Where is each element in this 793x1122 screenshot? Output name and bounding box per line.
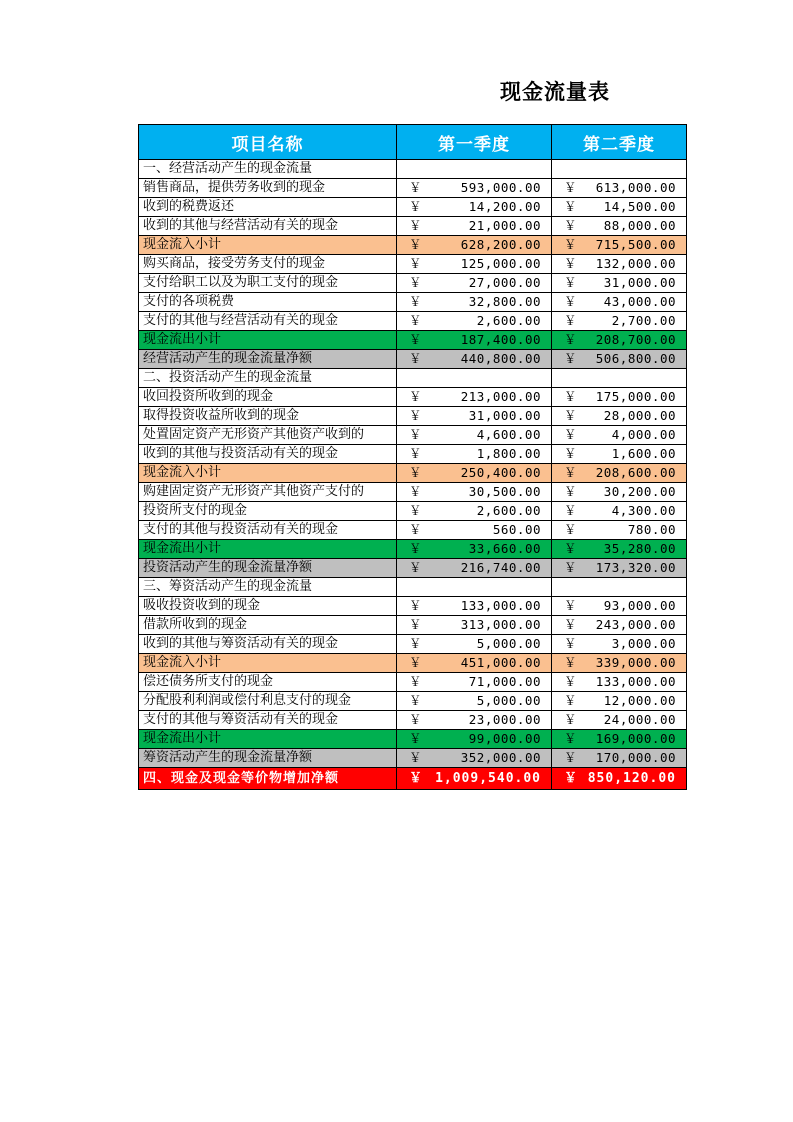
row-label[interactable]: 处置固定资产无形资产其他资产收到的	[139, 426, 397, 445]
cell-q1[interactable]	[397, 730, 552, 749]
cell-q2[interactable]	[552, 160, 687, 179]
currency-symbol: ￥	[409, 617, 423, 632]
amount-value: 28,000.00	[603, 408, 676, 423]
amount-value: 560.00	[492, 522, 541, 537]
amount-value: 30,200.00	[603, 484, 676, 499]
table-row-item	[139, 426, 687, 445]
amount-value: 27,000.00	[468, 275, 541, 290]
amount-value: 31,000.00	[468, 408, 541, 423]
cell-q2[interactable]	[552, 293, 687, 312]
cell-q1[interactable]	[397, 540, 552, 559]
currency-symbol: ￥	[564, 674, 578, 689]
cell-q2[interactable]	[552, 331, 687, 350]
cell-q2[interactable]	[552, 369, 687, 388]
row-label[interactable]: 收到的其他与投资活动有关的现金	[139, 445, 397, 464]
table-row-item	[139, 502, 687, 521]
amount-value: 175,000.00	[595, 389, 676, 404]
amount-value: 4,000.00	[611, 427, 676, 442]
amount-value: 14,200.00	[468, 199, 541, 214]
cell-q1[interactable]	[397, 616, 552, 635]
cell-q2[interactable]	[552, 616, 687, 635]
table-row-item	[139, 711, 687, 730]
cell-q1[interactable]	[397, 274, 552, 293]
amount-value: 593,000.00	[460, 180, 541, 195]
currency-symbol: ￥	[564, 427, 578, 442]
amount-value: 3,000.00	[611, 636, 676, 651]
row-label[interactable]: 支付的其他与投资活动有关的现金	[139, 521, 397, 540]
row-label[interactable]: 现金流入小计	[139, 464, 397, 483]
table-row-item	[139, 445, 687, 464]
currency-symbol: ￥	[409, 332, 423, 347]
amount-value: 35,280.00	[603, 541, 676, 556]
amount-value: 2,600.00	[476, 503, 541, 518]
amount-value: 133,000.00	[460, 598, 541, 613]
amount-value: 5,000.00	[476, 693, 541, 708]
cell-q2[interactable]	[552, 445, 687, 464]
cell-q1[interactable]	[397, 331, 552, 350]
amount-value: 173,320.00	[595, 560, 676, 575]
currency-symbol: ￥	[564, 313, 578, 328]
row-label[interactable]: 收到的其他与筹资活动有关的现金	[139, 635, 397, 654]
row-label[interactable]: 取得投资收益所收到的现金	[139, 407, 397, 426]
header-row	[139, 125, 687, 160]
row-label[interactable]: 经营活动产生的现金流量净额	[139, 350, 397, 369]
table-row-outflow	[139, 331, 687, 350]
amount-value: 440,800.00	[460, 351, 541, 366]
currency-symbol: ￥	[409, 522, 423, 537]
currency-symbol: ￥	[564, 446, 578, 461]
cell-q1[interactable]	[397, 768, 552, 790]
currency-symbol: ￥	[409, 636, 423, 651]
amount-value: 243,000.00	[595, 617, 676, 632]
row-label[interactable]: 现金流入小计	[139, 654, 397, 673]
currency-symbol: ￥	[564, 693, 578, 708]
currency-symbol: ￥	[564, 503, 578, 518]
currency-symbol: ￥	[409, 446, 423, 461]
amount-value: 169,000.00	[595, 731, 676, 746]
currency-symbol: ￥	[409, 655, 423, 670]
cell-q1[interactable]	[397, 692, 552, 711]
row-label[interactable]: 现金流出小计	[139, 331, 397, 350]
cell-q1[interactable]	[397, 426, 552, 445]
cell-q2[interactable]	[552, 312, 687, 331]
cell-q2[interactable]	[552, 730, 687, 749]
currency-symbol: ￥	[409, 712, 423, 727]
amount-value: 32,800.00	[468, 294, 541, 309]
amount-value: 1,800.00	[476, 446, 541, 461]
currency-symbol: ￥	[564, 218, 578, 233]
row-label[interactable]: 吸收投资收到的现金	[139, 597, 397, 616]
currency-symbol: ￥	[564, 199, 578, 214]
currency-symbol: ￥	[409, 598, 423, 613]
row-label[interactable]: 投资活动产生的现金流量净额	[139, 559, 397, 578]
row-label[interactable]: 偿还债务所支付的现金	[139, 673, 397, 692]
currency-symbol: ￥	[564, 712, 578, 727]
amount-value: 14,500.00	[603, 199, 676, 214]
cell-q1[interactable]	[397, 369, 552, 388]
cell-q2[interactable]	[552, 597, 687, 616]
currency-symbol: ￥	[564, 465, 578, 480]
currency-symbol: ￥	[564, 275, 578, 290]
row-label[interactable]: 支付的其他与经营活动有关的现金	[139, 312, 397, 331]
amount-value: 208,700.00	[595, 332, 676, 347]
cell-q1[interactable]	[397, 293, 552, 312]
cell-q1[interactable]	[397, 502, 552, 521]
amount-value: 715,500.00	[595, 237, 676, 252]
currency-symbol: ￥	[564, 237, 578, 252]
row-label[interactable]: 销售商品，提供劳务收到的现金	[139, 179, 397, 198]
cell-q1[interactable]	[397, 578, 552, 597]
cell-q1[interactable]	[397, 749, 552, 768]
amount-value: 31,000.00	[603, 275, 676, 290]
amount-value: 5,000.00	[476, 636, 541, 651]
currency-symbol: ￥	[564, 389, 578, 404]
cell-q1[interactable]	[397, 673, 552, 692]
amount-value: 250,400.00	[460, 465, 541, 480]
row-label[interactable]: 购建固定资产无形资产其他资产支付的	[139, 483, 397, 502]
table-row-net	[139, 749, 687, 768]
row-label[interactable]: 现金流出小计	[139, 730, 397, 749]
cell-q1[interactable]	[397, 350, 552, 369]
amount-value: 33,660.00	[468, 541, 541, 556]
amount-value: 613,000.00	[595, 180, 676, 195]
amount-value: 352,000.00	[460, 750, 541, 765]
currency-symbol: ￥	[564, 750, 578, 765]
table-row-item	[139, 597, 687, 616]
row-label[interactable]: 收回投资所收到的现金	[139, 388, 397, 407]
row-label[interactable]: 支付的其他与筹资活动有关的现金	[139, 711, 397, 730]
amount-value: 451,000.00	[460, 655, 541, 670]
amount-value: 2,700.00	[611, 313, 676, 328]
currency-symbol: ￥	[409, 351, 423, 366]
row-label[interactable]: 支付给职工以及为职工支付的现金	[139, 274, 397, 293]
currency-symbol: ￥	[409, 427, 423, 442]
currency-symbol: ￥	[409, 750, 423, 765]
cell-q2[interactable]	[552, 217, 687, 236]
cell-q1[interactable]	[397, 388, 552, 407]
table-row-item	[139, 407, 687, 426]
currency-symbol: ￥	[564, 256, 578, 271]
currency-symbol: ￥	[409, 541, 423, 556]
currency-symbol: ￥	[409, 313, 423, 328]
row-label[interactable]: 三、筹资活动产生的现金流量	[139, 578, 397, 597]
amount-value: 187,400.00	[460, 332, 541, 347]
cell-q1[interactable]	[397, 483, 552, 502]
currency-symbol: ￥	[409, 693, 423, 708]
cell-q2[interactable]	[552, 502, 687, 521]
header-item-name: 项目名称	[139, 125, 397, 160]
table-row-item	[139, 293, 687, 312]
amount-value: 1,009,540.00	[435, 771, 541, 786]
amount-value: 30,500.00	[468, 484, 541, 499]
cell-q2[interactable]	[552, 198, 687, 217]
table-row-outflow	[139, 540, 687, 559]
table-row-item	[139, 673, 687, 692]
cell-q1[interactable]	[397, 179, 552, 198]
amount-value: 21,000.00	[468, 218, 541, 233]
currency-symbol: ￥	[564, 294, 578, 309]
cell-q2[interactable]	[552, 521, 687, 540]
cell-q2[interactable]	[552, 255, 687, 274]
currency-symbol: ￥	[409, 503, 423, 518]
cell-q2[interactable]	[552, 464, 687, 483]
amount-value: 339,000.00	[595, 655, 676, 670]
cell-q1[interactable]	[397, 160, 552, 179]
row-label[interactable]: 购买商品，接受劳务支付的现金	[139, 255, 397, 274]
amount-value: 213,000.00	[460, 389, 541, 404]
amount-value: 4,600.00	[476, 427, 541, 442]
currency-symbol: ￥	[564, 617, 578, 632]
header-q2: 第二季度	[552, 125, 687, 160]
currency-symbol: ￥	[409, 237, 423, 252]
amount-value: 12,000.00	[603, 693, 676, 708]
table-row-section	[139, 160, 687, 179]
amount-value: 780.00	[627, 522, 676, 537]
cell-q1[interactable]	[397, 597, 552, 616]
cell-q2[interactable]	[552, 407, 687, 426]
cell-q1[interactable]	[397, 711, 552, 730]
table-row-item	[139, 217, 687, 236]
table-row-outflow	[139, 730, 687, 749]
amount-value: 628,200.00	[460, 237, 541, 252]
cell-q1[interactable]	[397, 654, 552, 673]
cell-q1[interactable]	[397, 236, 552, 255]
cell-q2[interactable]	[552, 559, 687, 578]
cell-q1[interactable]	[397, 521, 552, 540]
amount-value: 24,000.00	[603, 712, 676, 727]
table-row-item	[139, 388, 687, 407]
currency-symbol: ￥	[409, 731, 423, 746]
amount-value: 506,800.00	[595, 351, 676, 366]
row-label[interactable]: 分配股利利润或偿付利息支付的现金	[139, 692, 397, 711]
currency-symbol: ￥	[409, 199, 423, 214]
cell-q2[interactable]	[552, 540, 687, 559]
currency-symbol: ￥	[564, 180, 578, 195]
amount-value: 850,120.00	[587, 771, 676, 786]
currency-symbol: ￥	[409, 275, 423, 290]
cell-q1[interactable]	[397, 445, 552, 464]
amount-value: 43,000.00	[603, 294, 676, 309]
table-row-item	[139, 198, 687, 217]
amount-value: 23,000.00	[468, 712, 541, 727]
table-row-net	[139, 350, 687, 369]
cell-q2[interactable]	[552, 673, 687, 692]
currency-symbol: ￥	[564, 771, 579, 786]
cell-q2[interactable]	[552, 749, 687, 768]
cell-q1[interactable]	[397, 407, 552, 426]
cell-q1[interactable]	[397, 464, 552, 483]
currency-symbol: ￥	[564, 522, 578, 537]
table-row-item	[139, 255, 687, 274]
currency-symbol: ￥	[409, 218, 423, 233]
cell-q1[interactable]	[397, 198, 552, 217]
amount-value: 170,000.00	[595, 750, 676, 765]
cell-q2[interactable]	[552, 635, 687, 654]
amount-value: 4,300.00	[611, 503, 676, 518]
currency-symbol: ￥	[409, 484, 423, 499]
row-label[interactable]: 现金流入小计	[139, 236, 397, 255]
amount-value: 133,000.00	[595, 674, 676, 689]
table-row-item	[139, 616, 687, 635]
cell-q1[interactable]	[397, 312, 552, 331]
cell-q1[interactable]	[397, 559, 552, 578]
cell-q2[interactable]	[552, 692, 687, 711]
cell-q1[interactable]	[397, 255, 552, 274]
currency-symbol: ￥	[564, 541, 578, 556]
table-row-item	[139, 179, 687, 198]
cell-q2[interactable]	[552, 654, 687, 673]
cell-q1[interactable]	[397, 217, 552, 236]
table-row-item	[139, 635, 687, 654]
amount-value: 93,000.00	[603, 598, 676, 613]
currency-symbol: ￥	[564, 332, 578, 347]
currency-symbol: ￥	[564, 351, 578, 366]
amount-value: 132,000.00	[595, 256, 676, 271]
row-label[interactable]: 现金流出小计	[139, 540, 397, 559]
cell-q2[interactable]	[552, 350, 687, 369]
table-row-total	[139, 768, 687, 790]
sheet-title: 现金流量表	[500, 80, 610, 104]
table-row-inflow	[139, 236, 687, 255]
row-label[interactable]: 一、经营活动产生的现金流量	[139, 160, 397, 179]
table-row-inflow	[139, 464, 687, 483]
currency-symbol: ￥	[564, 560, 578, 575]
currency-symbol: ￥	[564, 598, 578, 613]
row-label[interactable]: 二、投资活动产生的现金流量	[139, 369, 397, 388]
currency-symbol: ￥	[409, 294, 423, 309]
currency-symbol: ￥	[564, 408, 578, 423]
table-row-item	[139, 692, 687, 711]
row-label[interactable]: 收到的税费返还	[139, 198, 397, 217]
currency-symbol: ￥	[564, 484, 578, 499]
table-row-item	[139, 312, 687, 331]
currency-symbol: ￥	[409, 256, 423, 271]
currency-symbol: ￥	[409, 180, 423, 195]
currency-symbol: ￥	[564, 731, 578, 746]
currency-symbol: ￥	[409, 389, 423, 404]
row-label[interactable]: 收到的其他与经营活动有关的现金	[139, 217, 397, 236]
table-row-item	[139, 483, 687, 502]
cell-q2[interactable]	[552, 483, 687, 502]
header-q1: 第一季度	[397, 125, 552, 160]
currency-symbol: ￥	[409, 560, 423, 575]
amount-value: 71,000.00	[468, 674, 541, 689]
amount-value: 88,000.00	[603, 218, 676, 233]
currency-symbol: ￥	[409, 408, 423, 423]
currency-symbol: ￥	[564, 655, 578, 670]
table-row-item	[139, 274, 687, 293]
row-label[interactable]: 投资所支付的现金	[139, 502, 397, 521]
table-row-section	[139, 578, 687, 597]
row-label[interactable]: 借款所收到的现金	[139, 616, 397, 635]
amount-value: 216,740.00	[460, 560, 541, 575]
amount-value: 125,000.00	[460, 256, 541, 271]
cell-q2[interactable]	[552, 578, 687, 597]
currency-symbol: ￥	[409, 674, 423, 689]
amount-value: 2,600.00	[476, 313, 541, 328]
amount-value: 208,600.00	[595, 465, 676, 480]
cell-q1[interactable]	[397, 635, 552, 654]
cell-q2[interactable]	[552, 274, 687, 293]
cell-q2[interactable]	[552, 179, 687, 198]
currency-symbol: ￥	[409, 465, 423, 480]
amount-value: 99,000.00	[468, 731, 541, 746]
table-row-net	[139, 559, 687, 578]
cell-q2[interactable]	[552, 388, 687, 407]
cash-flow-table	[138, 124, 687, 790]
amount-value: 1,600.00	[611, 446, 676, 461]
row-label[interactable]: 支付的各项税费	[139, 293, 397, 312]
currency-symbol: ￥	[564, 636, 578, 651]
cell-q2[interactable]	[552, 426, 687, 445]
cell-q2[interactable]	[552, 768, 687, 790]
table-row-item	[139, 521, 687, 540]
amount-value: 313,000.00	[460, 617, 541, 632]
cell-q2[interactable]	[552, 711, 687, 730]
table-row-section	[139, 369, 687, 388]
currency-symbol: ￥	[409, 771, 424, 786]
row-label[interactable]: 四、现金及现金等价物增加净额	[139, 768, 397, 790]
row-label[interactable]: 筹资活动产生的现金流量净额	[139, 749, 397, 768]
table-row-inflow	[139, 654, 687, 673]
cell-q2[interactable]	[552, 236, 687, 255]
